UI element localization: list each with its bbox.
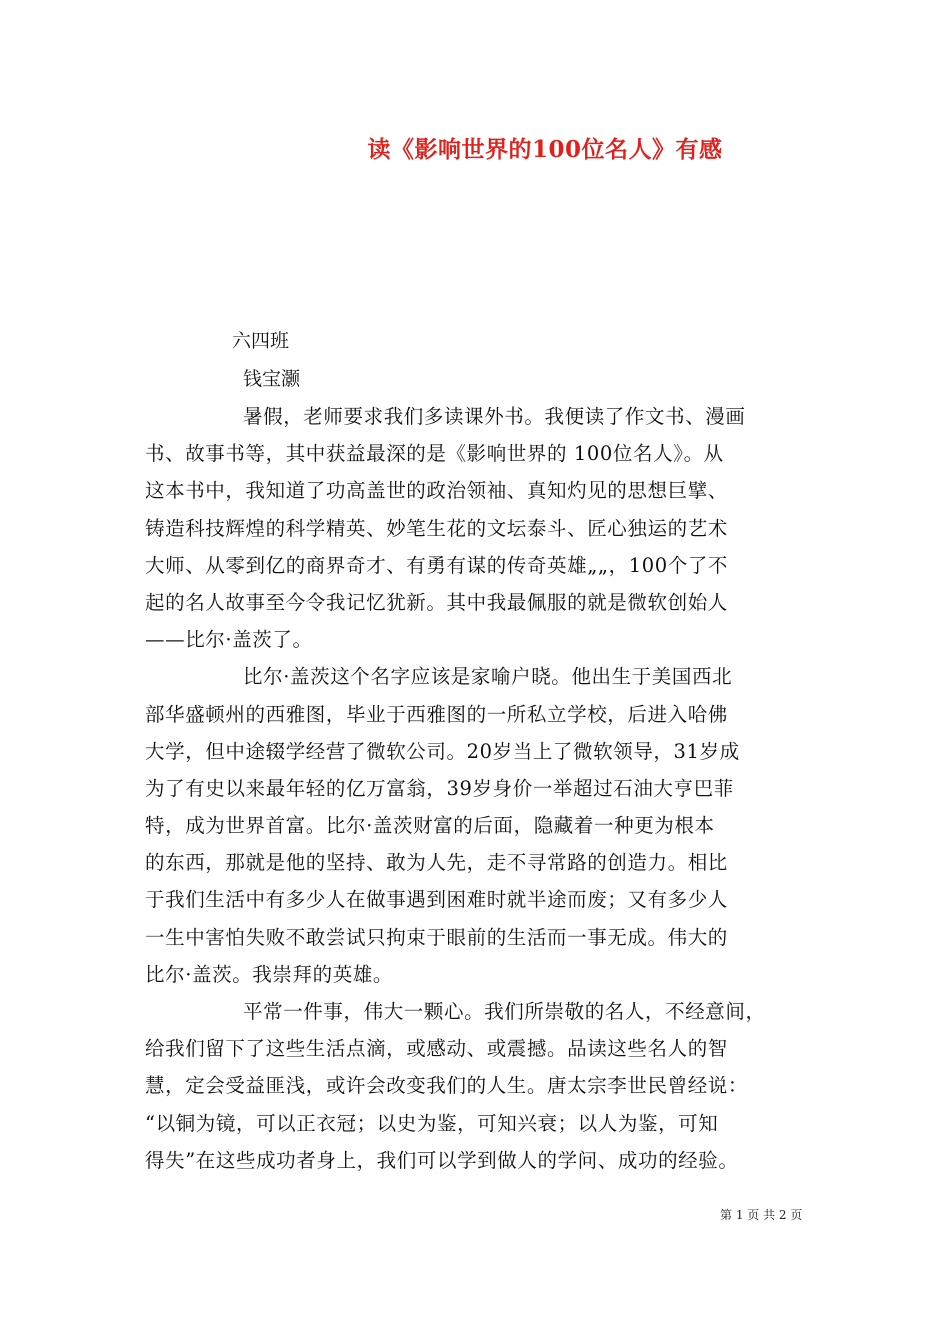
- paragraph-2-line: 的东西，那就是他的坚持、敢为人先，走不寻常路的创造力。相比: [145, 851, 728, 875]
- paragraph-3-line: “以铜为镜，可以正衣冠；以史为鉴，可知兴衰；以人为鉴，可知: [145, 1111, 719, 1135]
- paragraph-2-line: 大学，但中途辍学经营了微软公司。20岁当上了微软领导，31岁成: [145, 739, 740, 763]
- paragraph-2-line: 一生中害怕失败不敢尝试只拘束于眼前的生活而一事无成。伟大的: [145, 925, 728, 949]
- page-number-footer: 第 1 页 共 2 页: [720, 1208, 803, 1222]
- paragraph-1-line: 暑假，老师要求我们多读课外书。我便读了作文书、漫画: [243, 405, 746, 428]
- paragraph-2-line: 为了有史以来最年轻的亿万富翁，39岁身价一举超过石油大亨巴菲: [145, 776, 734, 800]
- paragraph-1-line: 大师、从零到亿的商界奇才、有勇有谋的传奇英雄„„，100个了不: [145, 553, 729, 577]
- paragraph-2-line: 比尔·盖茨这个名字应该是家喻户晓。他出生于美国西北: [243, 665, 733, 689]
- paragraph-3-line: 得失”在这些成功者身上，我们可以学到做人的学问、成功的经验。: [145, 1148, 739, 1172]
- paragraph-1-line: 这本书中，我知道了功高盖世的政治领袖、真知灼见的思想巨擘、: [145, 479, 728, 503]
- paragraph-2-line: 特，成为世界首富。比尔·盖茨财富的后面，隐藏着一种更为根本: [145, 814, 715, 838]
- paragraph-2-line: 于我们生活中有多少人在做事遇到困难时就半途而废；又有多少人: [145, 888, 728, 912]
- paragraph-3-line: 慧，定会受益匪浅，或许会改变我们的人生。唐太宗李世民曾经说：: [145, 1074, 749, 1098]
- author-name: 钱宝灏: [243, 368, 301, 390]
- class-name: 六四班: [232, 330, 290, 352]
- paragraph-3-line: 平常一件事，伟大一颗心。我们所崇敬的名人，不经意间，: [243, 1000, 766, 1023]
- paragraph-2-line: 比尔·盖茨。我崇拜的英雄。: [145, 962, 393, 986]
- paragraph-2-line: 部华盛顿州的西雅图，毕业于西雅图的一所私立学校，后进入哈佛: [145, 702, 728, 726]
- paragraph-3-line: 给我们留下了这些生活点滴，或感动、或震撼。品读这些名人的智: [145, 1037, 728, 1061]
- paragraph-1-line: 铸造科技辉煌的科学精英、妙笔生花的文坛泰斗、匠心独运的艺术: [145, 516, 728, 540]
- document-title: 读《影响世界的100位名人》有感: [367, 136, 723, 163]
- paragraph-1-line: ——比尔·盖茨了。: [145, 628, 313, 652]
- paragraph-1-line: 书、故事书等，其中获益最深的是《影响世界的 100位名人》。从: [145, 442, 724, 466]
- body-text: [145, 398, 810, 1179]
- paragraph-1-line: 起的名人故事至今令我记忆犹新。其中我最佩服的就是微软创始人: [145, 590, 728, 614]
